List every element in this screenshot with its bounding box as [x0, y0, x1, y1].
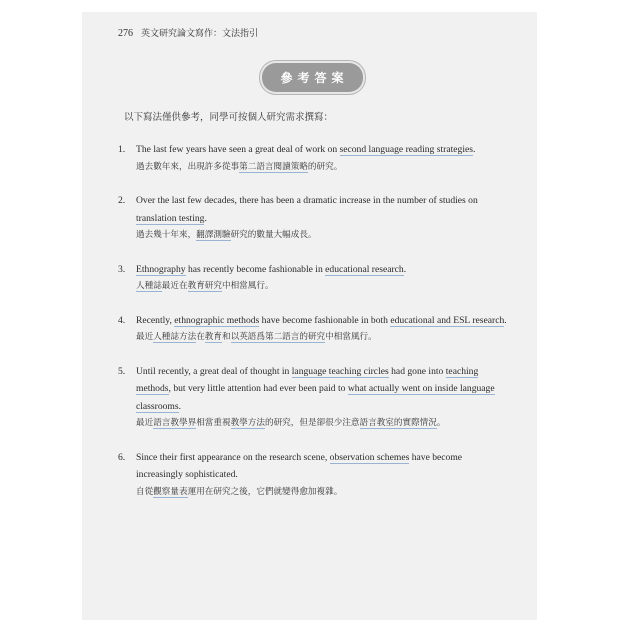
- answer-text-zh: 。: [436, 418, 446, 428]
- answer-text: Until recently, a great deal of thought in: [136, 365, 292, 377]
- answer-text: The last few years have seen a great deal of work on: [136, 144, 340, 155]
- answer-text-zh: 研究的數量大幅成長。: [230, 230, 317, 240]
- answer-item: [118, 261, 507, 296]
- answer-text: Recently,: [136, 314, 175, 326]
- answer-number: 4.: [118, 314, 126, 326]
- answer-text-zh: 自從: [136, 486, 154, 497]
- answer-number: 2.: [118, 195, 126, 206]
- section-badge: 參考答案: [262, 63, 362, 92]
- answer-english: [118, 261, 507, 279]
- answer-text: have become fashionable in both: [259, 314, 391, 326]
- answer-chinese: [118, 484, 507, 502]
- answer-text-zh: 過去數年來，出現許多從事: [136, 161, 240, 172]
- answer-text-zh: 運用在研究之後，它們就變得愈加複雜。: [187, 486, 343, 497]
- highlighted-term-zh: 教育: [204, 332, 222, 342]
- answer-text: .: [472, 144, 476, 155]
- answer-text-zh: 的研究，但是卻很少注意: [264, 418, 360, 428]
- answer-list: [118, 141, 507, 501]
- answer-item: [118, 141, 507, 176]
- highlighted-term-zh: 人種誌方法: [153, 332, 197, 342]
- intro-text: 以下寫法僅供參考，同學可按個人研究需求撰寫：: [124, 112, 334, 123]
- answer-text: , but very little attention had ever been paid to: [168, 383, 348, 394]
- answer-english: [118, 363, 507, 416]
- answer-text: Since their first appearance on the research scene,: [136, 451, 330, 463]
- highlighted-term-zh: 語言教學界: [153, 418, 197, 428]
- highlighted-term: ethnographic methods: [174, 314, 260, 326]
- answer-text: .: [504, 314, 507, 326]
- highlighted-term: Ethnography: [136, 263, 186, 275]
- answer-english: [118, 312, 507, 330]
- answer-text-zh: 最近在: [161, 281, 188, 291]
- book-title: 英文研究論文寫作：文法指引: [141, 28, 259, 38]
- highlighted-term: second language reading strategies: [339, 144, 473, 155]
- answer-item: [118, 363, 507, 433]
- answer-text: Over the last few decades, there has been a dramatic increase in the number of studies on: [136, 195, 478, 206]
- answer-text: .: [178, 400, 182, 412]
- highlighted-term: teaching methods: [136, 365, 479, 394]
- answer-chinese: [118, 329, 507, 347]
- answer-text-zh: 相當重視: [196, 418, 231, 428]
- page-number: 276: [118, 28, 133, 39]
- highlighted-term: educational research: [325, 263, 404, 275]
- running-head: [118, 26, 507, 39]
- highlighted-term-zh: 第二語言閱讀策略: [239, 161, 308, 172]
- highlighted-term-zh: 以英語爲第二語言的研究: [230, 332, 326, 342]
- answer-text-zh: 最近: [136, 418, 154, 428]
- highlighted-term: language teaching circles: [291, 365, 389, 377]
- answer-chinese: [118, 227, 507, 245]
- highlighted-term-zh: 教學方法: [230, 418, 265, 428]
- answer-text: .: [204, 212, 207, 224]
- highlighted-term: translation testing: [136, 212, 205, 224]
- answer-item: [118, 192, 507, 245]
- answer-text: .: [403, 263, 407, 275]
- answer-text: has recently become fashionable in: [185, 263, 326, 275]
- answer-text-zh: 過去幾十年來，: [136, 230, 197, 240]
- answer-text-zh: 的研究。: [307, 161, 343, 172]
- answer-number: 5.: [118, 365, 126, 377]
- answer-text: had gone into: [388, 365, 446, 377]
- answer-text-zh: 和: [222, 332, 231, 342]
- highlighted-term-zh: 翻譯測驗: [196, 230, 231, 240]
- highlighted-term-zh: 觀察量表: [153, 486, 188, 497]
- answer-number: 1.: [118, 144, 126, 155]
- answer-english: [118, 192, 507, 227]
- answer-item: [118, 449, 507, 502]
- highlighted-term: educational and ESL research: [390, 314, 505, 326]
- answer-item: [118, 312, 507, 347]
- book-page: [82, 12, 537, 620]
- answer-number: 3.: [118, 263, 126, 275]
- highlighted-term: what actually went on inside language classrooms: [136, 383, 495, 412]
- answer-text-zh: 在: [196, 332, 205, 342]
- answer-chinese: [118, 159, 507, 177]
- answer-english: [118, 141, 507, 159]
- answer-text-zh: 中相當風行。: [221, 281, 274, 291]
- answer-text: have become increasingly sophisticated.: [136, 451, 463, 480]
- section-badge-wrap: [118, 63, 507, 92]
- answer-english: [118, 449, 507, 484]
- highlighted-term: observation schemes: [329, 451, 410, 463]
- highlighted-term-zh: 教育研究: [187, 281, 222, 291]
- answer-chinese: [118, 278, 507, 296]
- highlighted-term-zh: 人種誌: [136, 281, 162, 291]
- answer-text-zh: 最近: [136, 332, 154, 342]
- highlighted-term-zh: 語言教室的實際情況: [359, 418, 437, 428]
- answer-number: 6.: [118, 451, 126, 463]
- answer-text-zh: 中相當風行。: [325, 332, 377, 342]
- answer-chinese: [118, 415, 507, 433]
